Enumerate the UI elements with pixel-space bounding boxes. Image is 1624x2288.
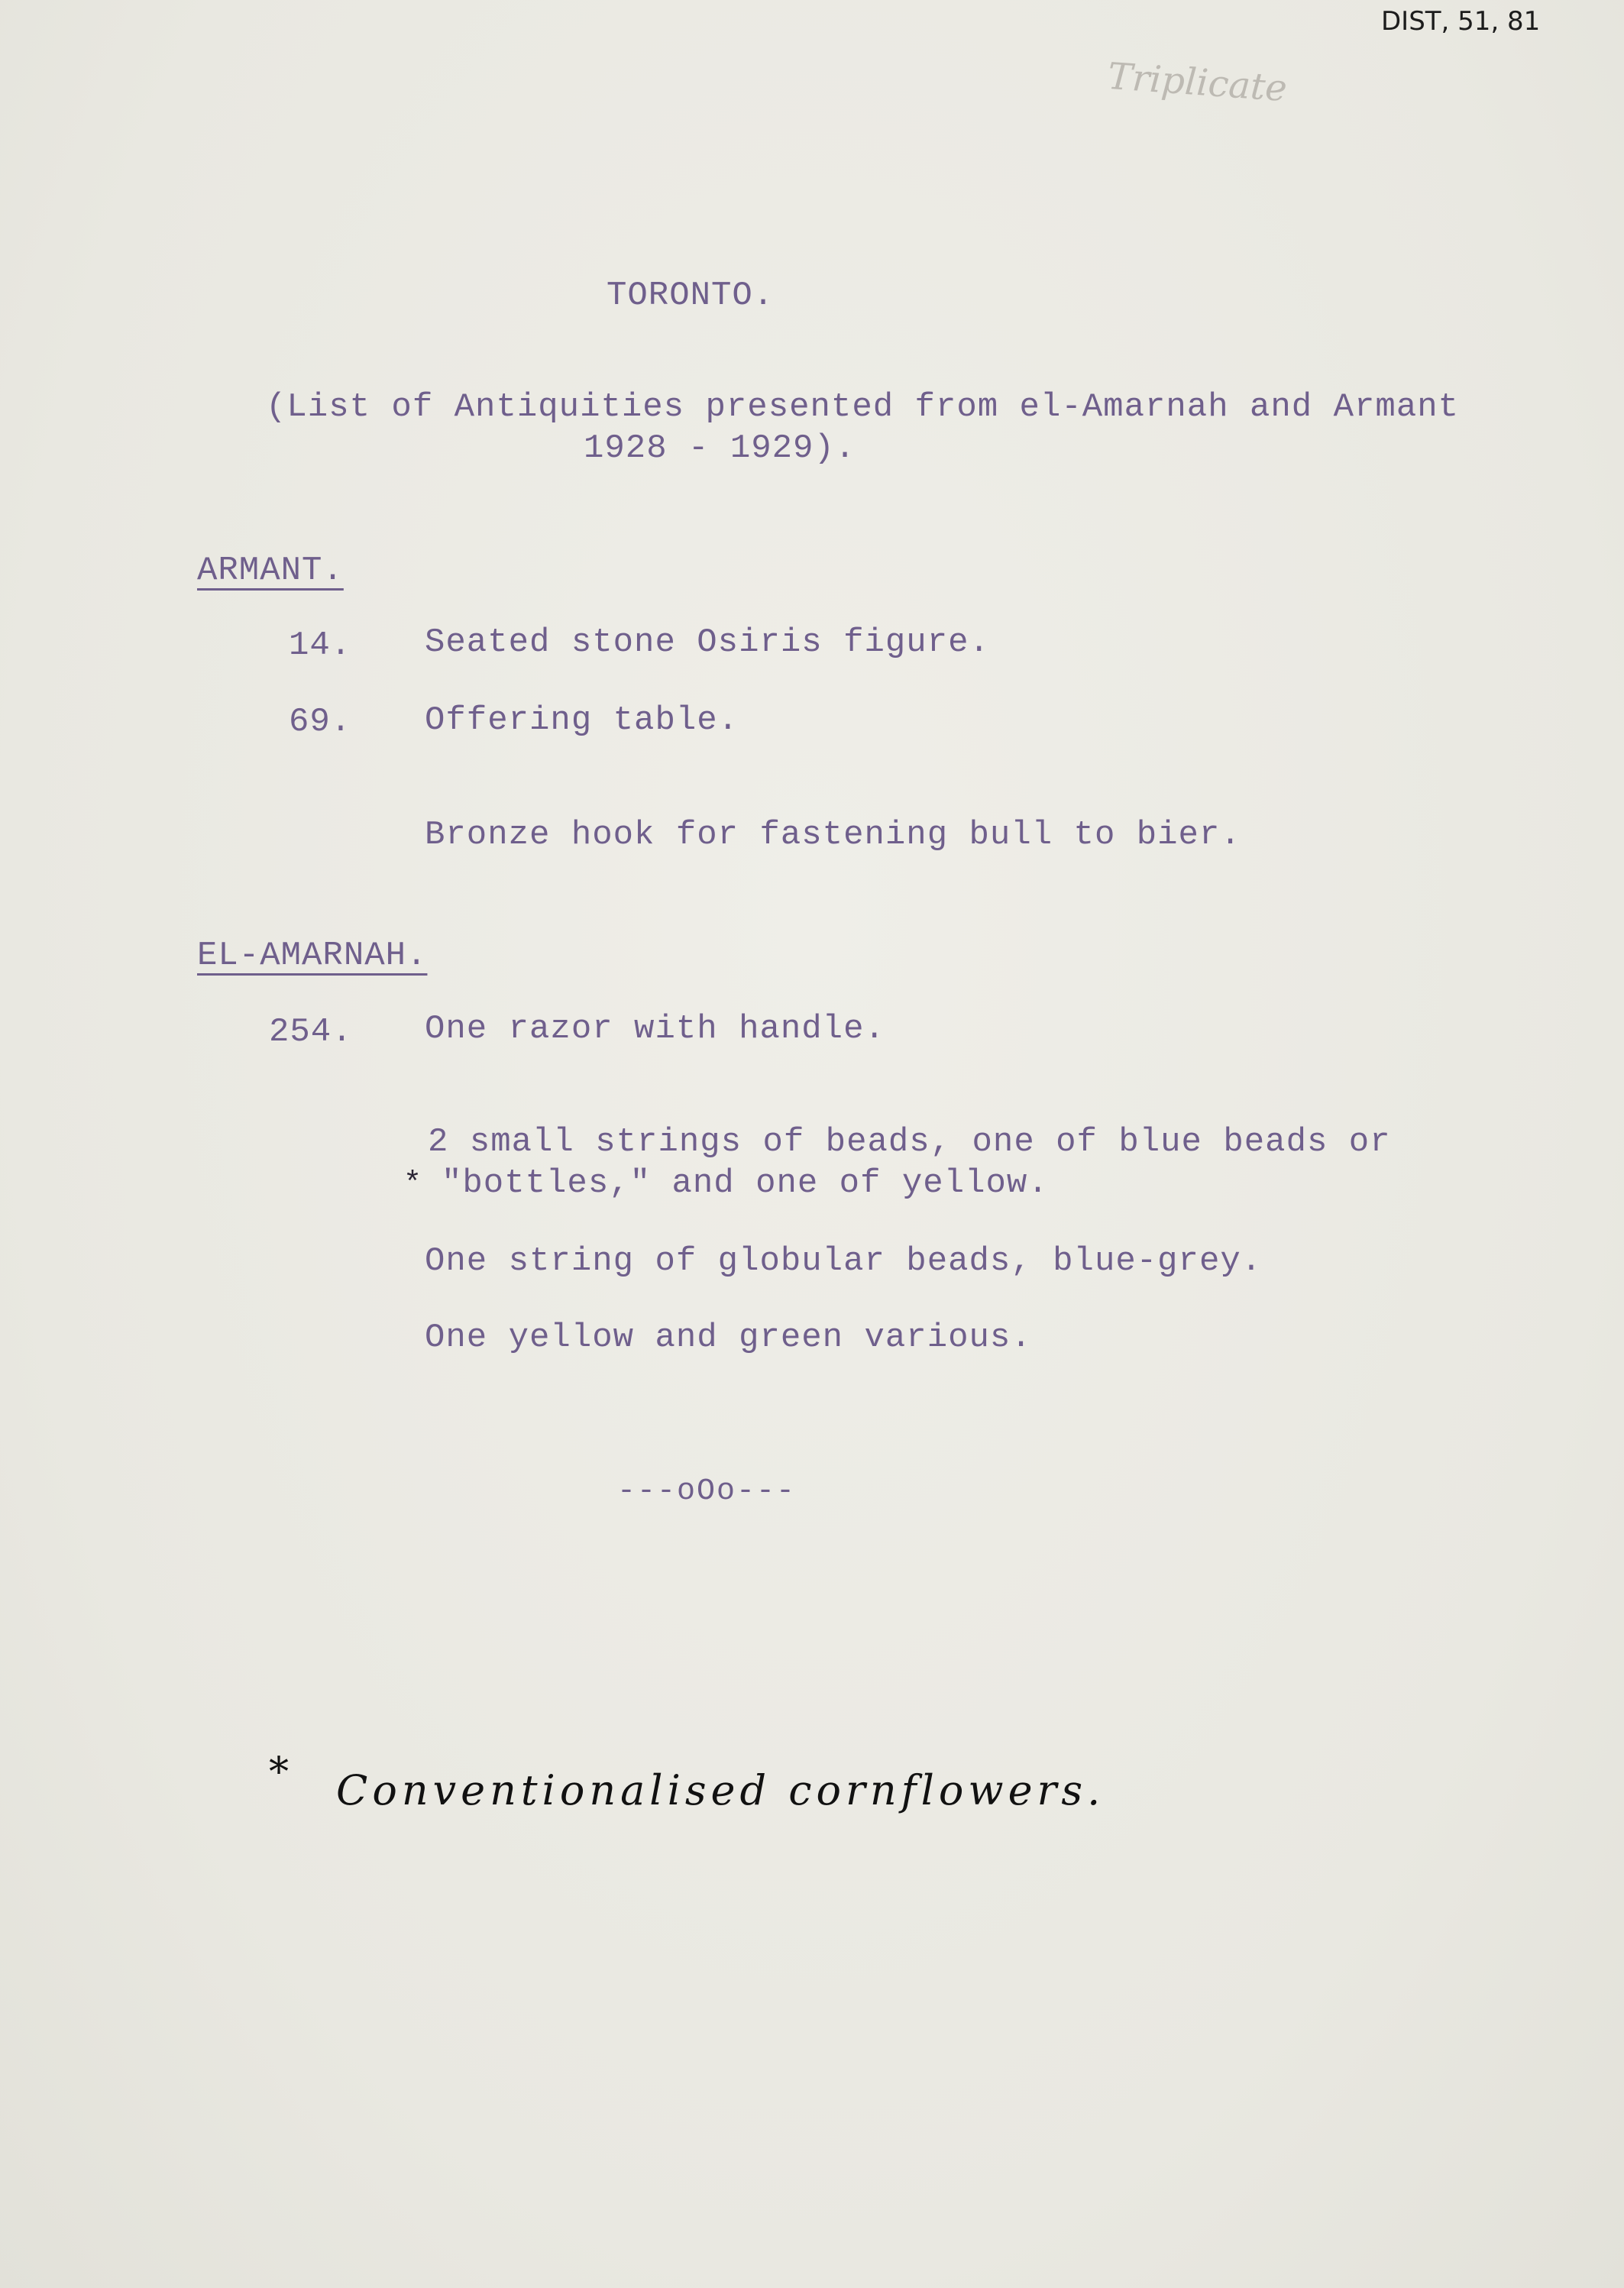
item-text: One razor with handle. (425, 1010, 885, 1048)
item-text-continued: "bottles," and one of yellow. (442, 1164, 1049, 1202)
pencil-note: Triplicate (1106, 54, 1289, 111)
subtitle-line-1: (List of Antiquities presented from el-Amarnah and Armant (266, 388, 1460, 426)
item-text: One yellow and green various. (425, 1319, 1032, 1357)
page-title: TORONTO. (607, 277, 775, 315)
item-text: 2 small strings of beads, one of blue beads or (428, 1123, 1391, 1161)
item-text: One string of globular beads, blue-grey. (425, 1242, 1263, 1280)
item-number: 69. (289, 703, 352, 741)
item-text: Offering table. (425, 701, 739, 739)
asterisk-marker: * (403, 1167, 423, 1202)
item-number: 254. (269, 1013, 353, 1051)
item-text: Bronze hook for fastening bull to bier. (425, 816, 1241, 854)
corner-reference: DIST, 51, 81 (1381, 6, 1541, 37)
footnote-marker: * (269, 1749, 289, 1795)
section-heading-el-amarnah: EL-AMARNAH. (197, 937, 428, 975)
separator: ---oOo--- (617, 1474, 797, 1509)
item-text: Seated stone Osiris figure. (425, 623, 990, 662)
footnote-text: Conventionalised cornflowers. (336, 1766, 1105, 1814)
section-heading-armant: ARMANT. (197, 552, 344, 590)
subtitle-line-2: 1928 - 1929). (584, 429, 856, 468)
item-number: 14. (289, 626, 352, 665)
